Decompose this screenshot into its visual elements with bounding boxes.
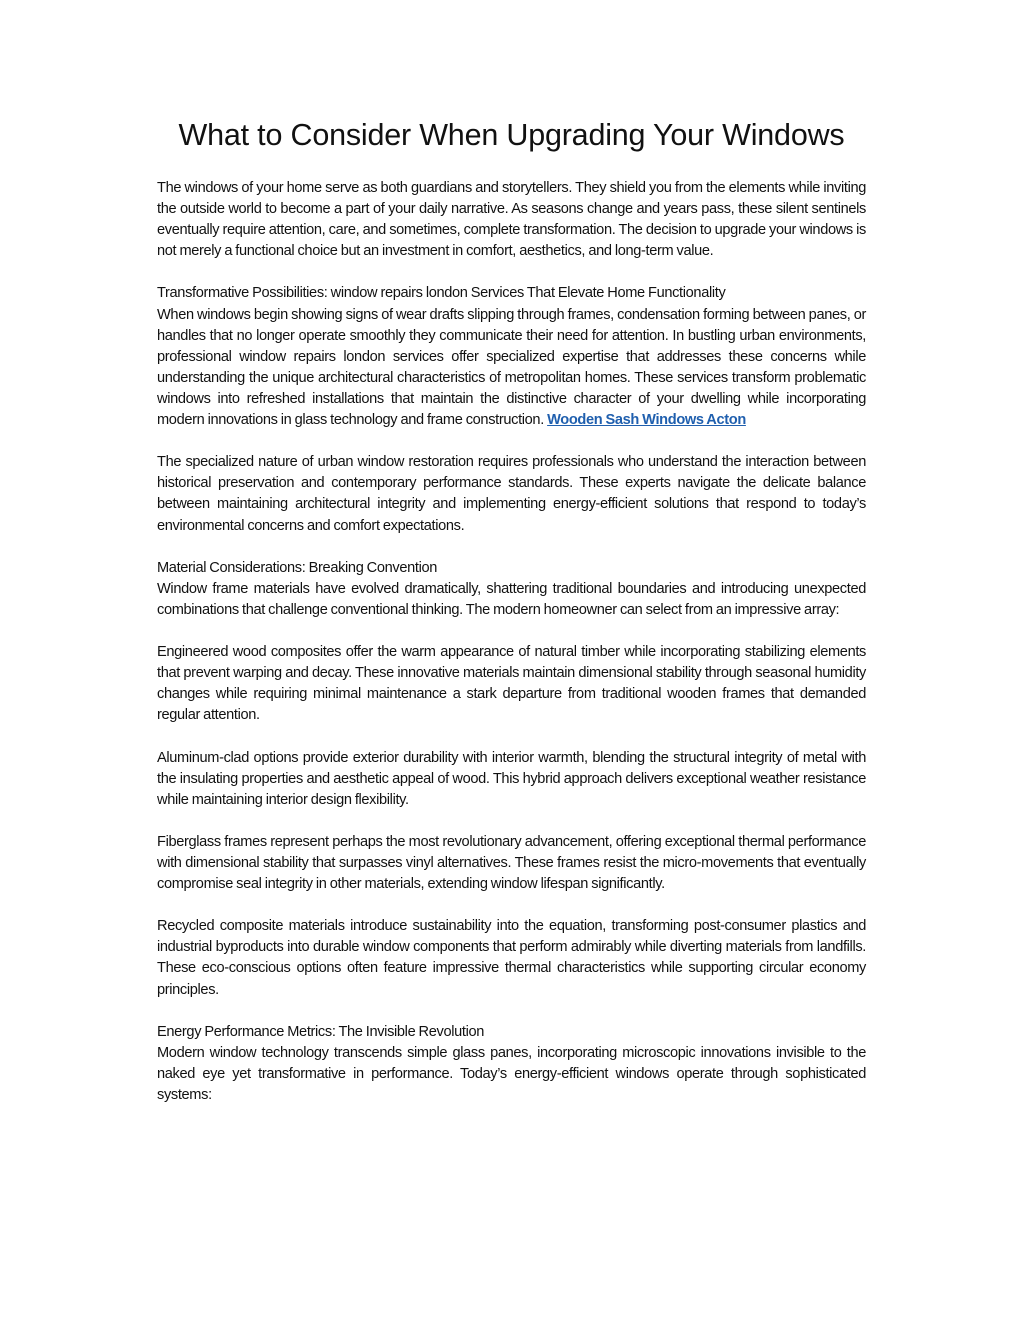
section-body-energy-performance: Modern window technology transcends simple glass panes, incorporating microscopic innovations invisible to the naked eye yet transformative in performance. Today’s energy-efficient windows operate through sophisticated systems: [157,1044,866,1104]
document-page [157,112,866,1127]
section-energy-performance [157,1022,866,1106]
section-heading-window-repairs: Transformative Possibilities: window repairs london Services That Elevate Home Functionality [157,285,726,302]
material-paragraph-fiberglass: Fiberglass frames represent perhaps the most revolutionary advancement, offering exceptional thermal performance with dimensional stability that surpasses vinyl alternatives. These frames resist the micro-movements that eventually compromise seal integrity in other materials, extending window lifespan significantly. [157,833,866,893]
section-body-material-considerations: Window frame materials have evolved dramatically, shattering traditional boundaries and introducing unexpected combinations that challenge conventional thinking. The modern homeowner can select from an impressive array: [157,580,866,618]
section-heading-material-considerations: Material Considerations: Breaking Convention [157,559,437,576]
section-heading-energy-performance: Energy Performance Metrics: The Invisible Revolution [157,1023,484,1040]
material-paragraph-aluminum-clad: Aluminum-clad options provide exterior durability with interior warmth, blending the structural integrity of metal with the insulating properties and aesthetic appeal of wood. This hybrid approach delivers exceptional weather resistance while maintaining interior design flexibility. [157,749,866,808]
wooden-sash-windows-acton-link[interactable]: Wooden Sash Windows Acton [547,412,746,429]
section-window-repairs [157,283,866,431]
section-material-considerations [157,558,866,621]
intro-paragraph: The windows of your home serve as both guardians and storytellers. They shield you from the elements while inviting the outside world to become a part of your daily narrative. As seasons change and years pass, these silent sentinels eventually require attention, care, and sometimes, complete transformation. The decision to upgrade your windows is not merely a functional choice but an investment in comfort, aesthetics, and long-term value. [157,180,866,260]
material-paragraph-recycled-composite: Recycled composite materials introduce sustainability into the equation, transforming post-consumer plastics and industrial byproducts into durable window components that perform admirably while diverting materials from landfills. These eco-conscious options often feature impressive thermal characteristics while supporting circular economy principles. [157,918,866,998]
urban-restoration-paragraph: The specialized nature of urban window restoration requires professionals who understand the interaction between historical preservation and contemporary performance standards. These experts navigate the delicate balance between maintaining architectural integrity and implementing energy-efficient solutions that respond to today’s environmental concerns and comfort expectations. [157,454,866,534]
section-body-window-repairs: When windows begin showing signs of wear drafts slipping through frames, condensation forming between panes, or handles that no longer operate smoothly they communicate their need for attention. In bustling urban environments, professional window repairs london services offer specialized expertise that addresses these concerns while understanding the unique architectural characteristics of metropolitan homes. These services transform problematic windows into refreshed installations that maintain the distinctive character of your dwelling while incorporating modern innovations in glass technology and frame construction. [157,306,866,429]
page-title: What to Consider When Upgrading Your Windows [178,118,845,152]
material-paragraph-engineered-wood: Engineered wood composites offer the warm appearance of natural timber while incorporating stabilizing elements that prevent warping and decay. These innovative materials maintain dimensional stability through seasonal humidity changes while requiring minimal maintenance a stark departure from traditional wooden frames that demanded regular attention. [157,644,866,724]
